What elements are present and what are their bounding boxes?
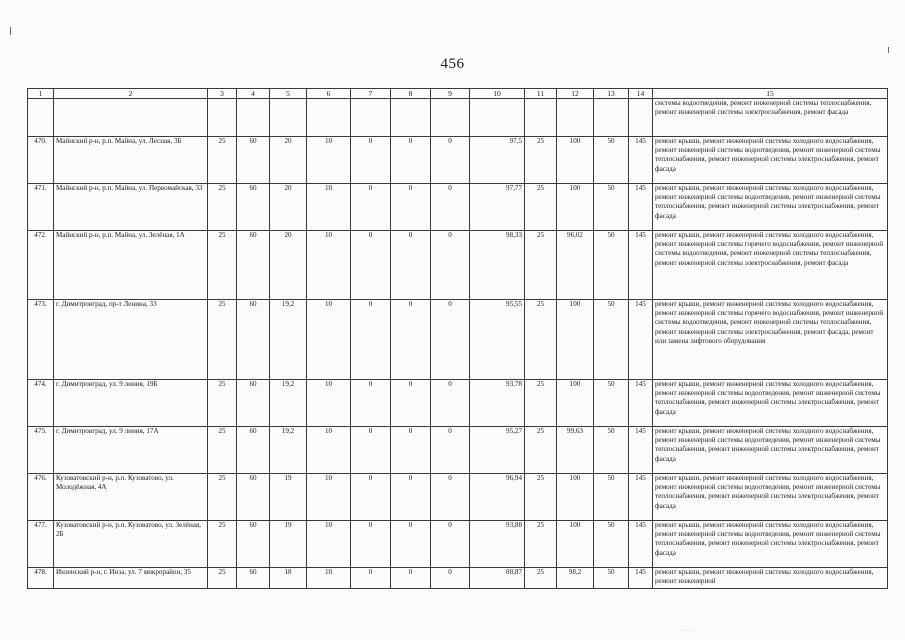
scan-artifact-mark: · · · · [680,628,693,634]
works-description: ремонт крыши, ремонт инженерной системы холодного водоснабжения, ремонт инженерной системы водоотведения, ремонт инженерной системы теплоснабжения, ремонт инженерной системы электроснабжения, ремонт фасада [653,474,888,521]
row-number: 478. [28,568,54,589]
value-cell: 60 [237,137,270,184]
value-cell: 0 [431,568,470,589]
works-description: ремонт крыши, ремонт инженерной системы холодного водоснабжения, ремонт инженерной [653,568,888,589]
empty-cell [391,99,431,137]
value-cell: 95,55 [470,300,525,380]
value-cell: 96,94 [470,474,525,521]
value-cell: 0 [431,137,470,184]
value-cell: 100 [557,137,594,184]
value-cell: 25 [525,380,557,427]
value-cell: 99,63 [557,427,594,474]
column-number: 8 [391,89,431,99]
value-cell: 50 [594,474,629,521]
column-number: 10 [470,89,525,99]
empty-cell [470,99,525,137]
row-number: 471. [28,184,54,231]
value-cell: 50 [594,568,629,589]
value-cell: 10 [307,184,351,231]
column-number: 1 [28,89,54,99]
value-cell: 0 [351,184,391,231]
value-cell: 0 [351,137,391,184]
column-number: 9 [431,89,470,99]
value-cell: 25 [525,427,557,474]
value-cell: 145 [629,427,653,474]
value-cell: 93,78 [470,380,525,427]
value-cell: 25 [208,521,237,568]
column-number: 6 [307,89,351,99]
table-row [28,300,888,380]
scan-artifact-mark [10,27,11,35]
works-description: ремонт крыши, ремонт инженерной системы холодного водоснабжения, ремонт инженерной системы горячего водоснабжения, ремонт инженерной системы водоотведения, ремонт инженерной системы теплоснабжения, ремонт инженерной системы электроснабжения, ремонт фасада, ремонт или замена лифтового оборудования [653,300,888,380]
value-cell: 145 [629,521,653,568]
works-description: системы водоотведения, ремонт инженерной системы теплоснабжения, ремонт инженерной системы электроснабжения, ремонт фасада [653,99,888,137]
column-number: 11 [525,89,557,99]
empty-cell [557,99,594,137]
value-cell: 0 [431,521,470,568]
value-cell: 50 [594,137,629,184]
value-cell: 100 [557,521,594,568]
value-cell: 50 [594,427,629,474]
value-cell: 25 [208,300,237,380]
empty-cell [237,99,270,137]
value-cell: 0 [351,380,391,427]
value-cell: 0 [391,521,431,568]
value-cell: 145 [629,300,653,380]
empty-cell [594,99,629,137]
table-row [28,427,888,474]
row-number: 473. [28,300,54,380]
row-number: 472. [28,231,54,300]
value-cell: 60 [237,521,270,568]
value-cell: 25 [525,137,557,184]
works-description: ремонт крыши, ремонт инженерной системы холодного водоснабжения, ремонт инженерной системы водоотведения, ремонт инженерной системы теплоснабжения, ремонт инженерной системы электроснабжения, ремонт фасада [653,521,888,568]
value-cell: 25 [208,137,237,184]
address-cell: г. Димитровград, ул. 9 линия, 19Б [54,380,208,427]
value-cell: 0 [431,427,470,474]
column-number: 15 [653,89,888,99]
value-cell: 50 [594,231,629,300]
value-cell: 93,88 [470,521,525,568]
address-cell: Майнский р-н, р.п. Майна, ул. Первомайская, 33 [54,184,208,231]
value-cell: 0 [391,137,431,184]
value-cell: 10 [307,474,351,521]
column-number-row [28,89,888,99]
value-cell: 145 [629,474,653,521]
address-cell: Инзенский р-н, г. Инза, ул. 7 микрорайон, 35 [54,568,208,589]
column-number: 7 [351,89,391,99]
address-cell: г. Димитровград, ул. 9 линия, 17А [54,427,208,474]
value-cell: 0 [391,568,431,589]
page-number: 456 [440,56,465,72]
table-row [28,568,888,589]
column-number: 14 [629,89,653,99]
value-cell: 20 [270,137,307,184]
value-cell: 25 [525,474,557,521]
address-cell: г. Димитровград, пр-т Ленина, 33 [54,300,208,380]
empty-cell [351,99,391,137]
value-cell: 60 [237,568,270,589]
value-cell: 60 [237,474,270,521]
column-number: 13 [594,89,629,99]
address-cell: Кузоватовский р-н, р.п. Кузоватово, ул. Зелёная, 2Б [54,521,208,568]
empty-cell [208,99,237,137]
value-cell: 25 [525,184,557,231]
value-cell: 88,87 [470,568,525,589]
value-cell: 145 [629,137,653,184]
value-cell: 60 [237,231,270,300]
value-cell: 0 [391,427,431,474]
value-cell: 0 [391,380,431,427]
value-cell: 10 [307,300,351,380]
row-number: 477. [28,521,54,568]
value-cell: 25 [525,568,557,589]
table-row [28,184,888,231]
value-cell: 95,27 [470,427,525,474]
value-cell: 19 [270,521,307,568]
value-cell: 25 [208,568,237,589]
value-cell: 98,33 [470,231,525,300]
value-cell: 97,77 [470,184,525,231]
value-cell: 10 [307,568,351,589]
value-cell: 97,5 [470,137,525,184]
scan-artifact-mark [888,47,889,53]
value-cell: 0 [391,300,431,380]
value-cell: 25 [208,231,237,300]
value-cell: 25 [525,231,557,300]
value-cell: 100 [557,474,594,521]
empty-cell [28,99,54,137]
value-cell: 18 [270,568,307,589]
value-cell: 0 [431,380,470,427]
column-number: 2 [54,89,208,99]
value-cell: 0 [351,427,391,474]
value-cell: 0 [391,231,431,300]
value-cell: 25 [525,521,557,568]
works-description: ремонт крыши, ремонт инженерной системы холодного водоснабжения, ремонт инженерной системы водоотведения, ремонт инженерной системы теплоснабжения, ремонт инженерной системы электроснабжения, ремонт фасада [653,184,888,231]
value-cell: 0 [391,474,431,521]
value-cell: 0 [351,231,391,300]
value-cell: 60 [237,300,270,380]
value-cell: 50 [594,184,629,231]
value-cell: 50 [594,300,629,380]
value-cell: 0 [351,568,391,589]
address-cell: Майнский р-н, р.п. Майна, ул. Зелёная, 1А [54,231,208,300]
value-cell: 19,2 [270,300,307,380]
value-cell: 0 [431,231,470,300]
column-number: 3 [208,89,237,99]
address-cell: Майнский р-н, р.п. Майна, ул. Лесная, 3Б [54,137,208,184]
value-cell: 0 [351,300,391,380]
value-cell: 145 [629,380,653,427]
works-description: ремонт крыши, ремонт инженерной системы холодного водоснабжения, ремонт инженерной системы водоотведения, ремонт инженерной системы теплоснабжения, ремонт инженерной системы электроснабжения, ремонт фасада [653,380,888,427]
value-cell: 100 [557,380,594,427]
empty-cell [270,99,307,137]
value-cell: 10 [307,521,351,568]
value-cell: 0 [431,184,470,231]
value-cell: 10 [307,380,351,427]
value-cell: 98,2 [557,568,594,589]
value-cell: 96,02 [557,231,594,300]
table-row [28,521,888,568]
column-number: 12 [557,89,594,99]
value-cell: 0 [351,474,391,521]
table-row [28,474,888,521]
value-cell: 145 [629,231,653,300]
empty-cell [307,99,351,137]
value-cell: 25 [208,474,237,521]
value-cell: 60 [237,380,270,427]
value-cell: 20 [270,231,307,300]
empty-cell [54,99,208,137]
value-cell: 20 [270,184,307,231]
value-cell: 50 [594,521,629,568]
value-cell: 100 [557,300,594,380]
registry-table [27,88,888,589]
value-cell: 25 [208,380,237,427]
value-cell: 19,2 [270,380,307,427]
table-row [28,231,888,300]
works-description: ремонт крыши, ремонт инженерной системы холодного водоснабжения, ремонт инженерной системы водоотведения, ремонт инженерной системы теплоснабжения, ремонт инженерной системы электроснабжения, ремонт фасада [653,427,888,474]
table-row [28,137,888,184]
value-cell: 50 [594,380,629,427]
works-description: ремонт крыши, ремонт инженерной системы холодного водоснабжения, ремонт инженерной системы водоотведения, ремонт инженерной системы теплоснабжения, ремонт инженерной системы электроснабжения, ремонт фасада [653,137,888,184]
value-cell: 0 [391,184,431,231]
row-number: 474. [28,380,54,427]
value-cell: 25 [208,427,237,474]
empty-cell [629,99,653,137]
value-cell: 25 [208,184,237,231]
value-cell: 10 [307,427,351,474]
empty-cell [431,99,470,137]
table-row [28,380,888,427]
column-number: 4 [237,89,270,99]
row-number: 470. [28,137,54,184]
value-cell: 60 [237,427,270,474]
value-cell: 25 [525,300,557,380]
value-cell: 0 [431,474,470,521]
continuation-row [28,99,888,137]
row-number: 476. [28,474,54,521]
value-cell: 145 [629,184,653,231]
value-cell: 10 [307,231,351,300]
value-cell: 19 [270,474,307,521]
works-description: ремонт крыши, ремонт инженерной системы холодного водоснабжения, ремонт инженерной системы горячего водоснабжения, ремонт инженерной системы водоотведения, ремонт инженерной системы теплоснабжения, ремонт инженерной системы электроснабжения, ремонт фасада [653,231,888,300]
value-cell: 10 [307,137,351,184]
value-cell: 100 [557,184,594,231]
value-cell: 0 [431,300,470,380]
column-number: 5 [270,89,307,99]
value-cell: 19,2 [270,427,307,474]
value-cell: 0 [351,521,391,568]
row-number: 475. [28,427,54,474]
empty-cell [525,99,557,137]
value-cell: 60 [237,184,270,231]
address-cell: Кузоватовский р-н, р.п. Кузоватово, ул. Молодёжная, 4А [54,474,208,521]
value-cell: 145 [629,568,653,589]
